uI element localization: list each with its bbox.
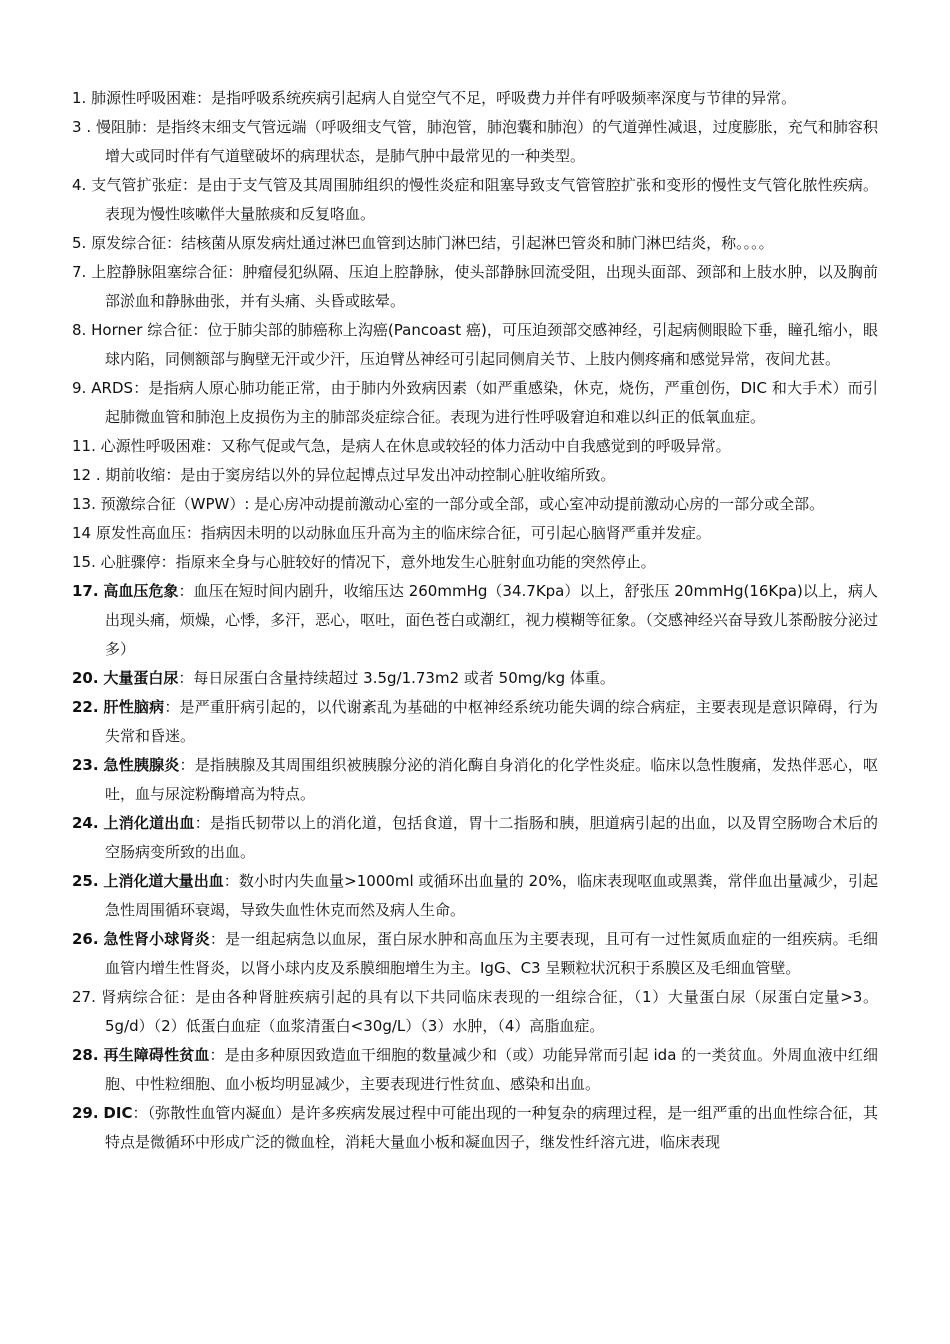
entry-number: 27. xyxy=(72,988,96,1006)
entry-body: ：每日尿蛋白含量持续超过 3.5g/1.73m2 或者 50mg/kg 体重。 xyxy=(178,669,615,687)
entry-term: 急性肾小球肾炎 xyxy=(103,930,210,948)
entry-body: ：（弥散性血管内凝血）是许多疾病发展过程中可能出现的一种复杂的病理过程，是一组严重的出血性综合征，其特点是微循环中形成广泛的微血栓，消耗大量血小板和凝血因子，继发性纤溶亢进，临床表现 xyxy=(105,1104,878,1151)
definition-entry xyxy=(72,258,878,316)
entry-number: 20. xyxy=(72,669,99,687)
entry-number: 11. xyxy=(72,437,96,455)
definition-entry xyxy=(72,577,878,664)
entry-number: 7. xyxy=(72,263,87,281)
entry-term: 肾病综合征 xyxy=(101,988,180,1006)
definition-entry xyxy=(72,432,878,461)
entry-body: ：是由于支气管及其周围肺组织的慢性炎症和阻塞导致支气管管腔扩张和变形的慢性支气管化脓性疾病。表现为慢性咳嗽伴大量脓痰和反复咯血。 xyxy=(105,176,878,223)
definition-entry xyxy=(72,84,878,113)
entry-body: ：数小时内失血量>1000ml 或循环出血量的 20%，临床表现呕血或黑粪，常伴血出量减少，引起急性周围循环衰竭，导致失血性休克而然及病人生命。 xyxy=(105,872,878,919)
entry-term: 心脏骤停 xyxy=(100,553,161,571)
entry-number: 29. xyxy=(72,1104,99,1122)
entry-body: ：血压在短时间内剧升，收缩压达 260mmHg（34.7Kpa）以上，舒张压 20mmHg(16Kpa)以上，病人出现头痛，烦燥，心悸，多汗，恶心，呕吐，面色苍白或潮红，视力模糊等征象。（交感神经兴奋导致儿茶酚胺分泌过多） xyxy=(105,582,878,658)
definition-entry xyxy=(72,519,878,548)
entry-body: ：位于肺尖部的肺癌称上沟癌(Pancoast 癌)，可压迫颈部交感神经，引起病侧眼睑下垂，瞳孔缩小，眼球内陷，同侧额部与胸壁无汗或少汗，压迫臂丛神经可引起同侧肩关节、上肢内侧疼痛和感觉异常，夜间尤甚。 xyxy=(105,321,878,368)
entry-body: ：是由于窦房结以外的异位起博点过早发出冲动控制心脏收缩所致。 xyxy=(165,466,616,484)
definition-entry xyxy=(72,374,878,432)
entry-number: 12 . xyxy=(72,466,101,484)
entry-body: ：是指胰腺及其周围组织被胰腺分泌的消化酶自身消化的化学性炎症。临床以急性腹痛，发热伴恶心，呕吐，血与尿淀粉酶增高为特点。 xyxy=(105,756,878,803)
entry-body: ：肿瘤侵犯纵隔、压迫上腔静脉，使头部静脉回流受阻，出现头面部、颈部和上肢水肿，以及胸前部淤血和静脉曲张，并有头痛、头昏或眩晕。 xyxy=(105,263,878,310)
definition-entry xyxy=(72,983,878,1041)
entry-body: ：又称气促或气急，是病人在休息或较轻的体力活动中自我感觉到的呼吸异常。 xyxy=(205,437,731,455)
entry-number: 24. xyxy=(72,814,99,832)
entry-number: 17. xyxy=(72,582,99,600)
entry-term: 肺源性呼吸困难 xyxy=(91,89,197,107)
entry-term: 上消化道出血 xyxy=(103,814,195,832)
entry-body: ：指原来全身与心脏较好的情况下，意外地发生心脏射血功能的突然停止。 xyxy=(160,553,656,571)
definition-entry xyxy=(72,113,878,171)
definition-entry xyxy=(72,809,878,867)
entry-number: 8. xyxy=(72,321,87,339)
entry-number: 15. xyxy=(72,553,96,571)
entry-term: DIC xyxy=(103,1104,133,1122)
entry-term: 再生障碍性贫血 xyxy=(103,1046,210,1064)
definition-entry xyxy=(72,490,878,519)
entry-term: 期前收缩 xyxy=(105,466,166,484)
definition-entry xyxy=(72,1099,878,1157)
entry-term: 急性胰腺炎 xyxy=(103,756,180,774)
entry-number: 28. xyxy=(72,1046,99,1064)
definition-entry xyxy=(72,1041,878,1099)
entry-number: 22. xyxy=(72,698,99,716)
entry-body: ：指病因未明的以动脉血压升高为主的临床综合征，可引起心脑肾严重并发症。 xyxy=(185,524,711,542)
definition-entry xyxy=(72,693,878,751)
entry-body: ：是严重肝病引起的，以代谢紊乱为基础的中枢神经系统功能失调的综合病症，主要表现是意识障碍，行为失常和昏迷。 xyxy=(105,698,878,745)
entry-term: 高血压危象 xyxy=(103,582,179,600)
entry-body: ：结核菌从原发病灶通过淋巴血管到达肺门淋巴结，引起淋巴管炎和肺门淋巴结炎，称。。。。 xyxy=(166,234,774,252)
entry-term: 上腔静脉阻塞综合征 xyxy=(91,263,228,281)
entry-number: 14 xyxy=(72,524,92,542)
entry-number: 9. xyxy=(72,379,87,397)
entry-body: ：是指氏韧带以上的消化道，包括食道，胃十二指肠和胰，胆道病引起的出血，以及胃空肠吻合术后的空肠病变所致的出血。 xyxy=(105,814,878,861)
entry-body: ：是指呼吸系统疾病引起病人自觉空气不足，呼吸费力并伴有呼吸频率深度与节律的异常。 xyxy=(196,89,797,107)
definition-entry xyxy=(72,461,878,490)
entry-number: 5. xyxy=(72,234,87,252)
document-page xyxy=(72,84,878,1157)
entry-term: 上消化道大量出血 xyxy=(103,872,224,890)
entry-term: ARDS xyxy=(91,379,134,397)
entry-term: 预激综合征（WPW） xyxy=(100,495,245,513)
entry-number: 3 . xyxy=(72,118,92,136)
entry-body: : 是心房冲动提前激动心室的一部分或全部，或心室冲动提前激动心房的一部分或全部。 xyxy=(244,495,825,513)
entry-term: 肝性脑病 xyxy=(103,698,165,716)
entry-term: 慢阻肺 xyxy=(95,118,142,136)
entry-term: 支气管扩张症 xyxy=(91,176,183,194)
definition-entry xyxy=(72,171,878,229)
definition-entry xyxy=(72,229,878,258)
definition-entry xyxy=(72,548,878,577)
entry-number: 4. xyxy=(72,176,87,194)
entry-number: 1. xyxy=(72,89,87,107)
entry-number: 26. xyxy=(72,930,99,948)
entry-term: 心源性呼吸困难 xyxy=(100,437,206,455)
entry-body: ：是指病人原心肺功能正常，由于肺内外致病因素（如严重感染，休克，烧伤，严重创伤，DIC 和大手术）而引起肺微血管和肺泡上皮损伤为主的肺部炎症综合征。表现为进行性呼吸窘迫和难以纠正的低氧血症。 xyxy=(105,379,878,426)
definition-entry xyxy=(72,751,878,809)
entry-term: 原发性高血压 xyxy=(95,524,186,542)
entry-body: ：是一组起病急以血尿，蛋白尿水肿和高血压为主要表现，且可有一过性氮质血症的一组疾病。毛细血管内增生性肾炎，以肾小球内皮及系膜细胞增生为主。IgG、C3 呈颗粒状沉积于系膜区及毛细血管壁。 xyxy=(105,930,878,977)
definition-entry xyxy=(72,925,878,983)
entry-term: 原发综合征 xyxy=(91,234,167,252)
definition-entry xyxy=(72,664,878,693)
entry-term: 大量蛋白尿 xyxy=(103,669,179,687)
entry-body: ：是由多种原因致造血干细胞的数量减少和（或）功能异常而引起 ida 的一类贫血。外周血液中红细胞、中性粒细胞、血小板均明显减少，主要表现进行性贫血、感染和出血。 xyxy=(105,1046,878,1093)
entry-body: ：是由各种肾脏疾病引起的具有以下共同临床表现的一组综合征，（1）大量蛋白尿（尿蛋白定量>3。5g/d）（2）低蛋白血症（血浆清蛋白<30g/L）（3）水肿，（4）高脂血症。 xyxy=(105,988,878,1035)
entry-number: 13. xyxy=(72,495,96,513)
entry-term: Horner 综合征 xyxy=(91,321,193,339)
entry-number: 25. xyxy=(72,872,99,890)
entry-number: 23. xyxy=(72,756,99,774)
definition-entry xyxy=(72,316,878,374)
definition-entry xyxy=(72,867,878,925)
entry-body: ：是指终末细支气管远端（呼吸细支气管，肺泡管，肺泡囊和肺泡）的气道弹性减退，过度膨胀，充气和肺容积增大或同时伴有气道壁破坏的病理状态，是肺气肿中最常见的一种类型。 xyxy=(105,118,878,165)
